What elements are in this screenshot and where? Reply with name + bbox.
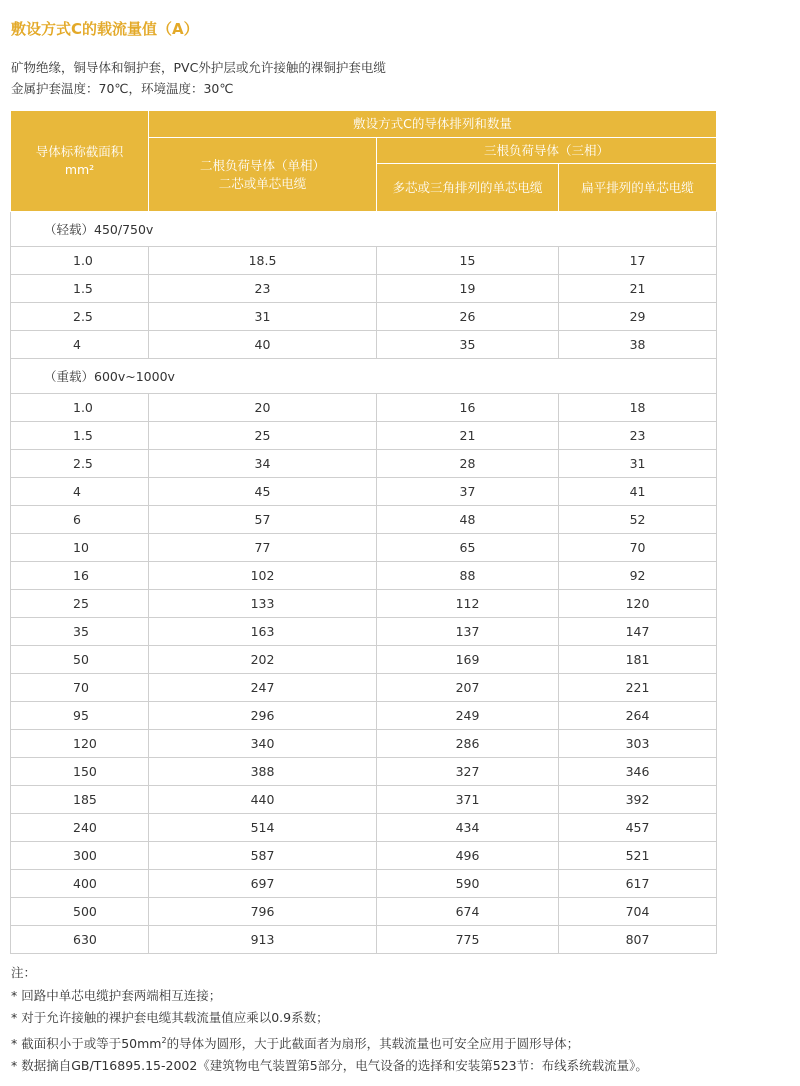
table-row <box>11 303 717 331</box>
cell-cross-section: 1.0 <box>11 247 149 275</box>
cell-two-conductors: 296 <box>149 702 377 730</box>
cell-cross-section: 1.5 <box>11 275 149 303</box>
cell-cross-section: 50 <box>11 646 149 674</box>
page-title: 敷设方式C的载流量值（A） <box>11 20 199 38</box>
cell-trefoil: 19 <box>377 275 559 303</box>
table-row <box>11 562 717 590</box>
cell-cross-section: 16 <box>11 562 149 590</box>
cell-flat: 807 <box>559 926 717 954</box>
header-trefoil: 多芯或三角排列的单芯电缆 <box>377 164 559 212</box>
notes <box>11 962 648 1078</box>
table-row <box>11 394 717 422</box>
cell-trefoil: 15 <box>377 247 559 275</box>
cell-flat: 120 <box>559 590 717 618</box>
table-row <box>11 590 717 618</box>
cell-cross-section: 150 <box>11 758 149 786</box>
header-two-conductors <box>149 138 377 212</box>
cell-cross-section: 4 <box>11 478 149 506</box>
table-row <box>11 331 717 359</box>
cell-trefoil: 371 <box>377 786 559 814</box>
cell-cross-section: 500 <box>11 898 149 926</box>
cell-cross-section: 35 <box>11 618 149 646</box>
cell-trefoil: 434 <box>377 814 559 842</box>
cell-cross-section: 300 <box>11 842 149 870</box>
cell-trefoil: 674 <box>377 898 559 926</box>
cell-trefoil: 327 <box>377 758 559 786</box>
cell-two-conductors: 25 <box>149 422 377 450</box>
cell-cross-section: 400 <box>11 870 149 898</box>
table-row <box>11 898 717 926</box>
cell-cross-section: 10 <box>11 534 149 562</box>
table-row <box>11 646 717 674</box>
note-item <box>11 1030 648 1056</box>
cell-two-conductors: 133 <box>149 590 377 618</box>
cell-two-conductors: 34 <box>149 450 377 478</box>
note-superscript: 2 <box>161 1035 167 1045</box>
table-row <box>11 247 717 275</box>
cell-cross-section: 630 <box>11 926 149 954</box>
table-row <box>11 814 717 842</box>
cell-cross-section: 120 <box>11 730 149 758</box>
intro-line-cable-type: 矿物绝缘，铜导体和铜护套，PVC外护层或允许接触的裸铜护套电缆 <box>11 60 386 75</box>
cell-two-conductors: 340 <box>149 730 377 758</box>
cell-trefoil: 775 <box>377 926 559 954</box>
cell-flat: 29 <box>559 303 717 331</box>
cell-two-conductors: 587 <box>149 842 377 870</box>
cell-flat: 521 <box>559 842 717 870</box>
header-two-conductors-line2: 二芯或单芯电缆 <box>218 175 307 191</box>
cell-two-conductors: 913 <box>149 926 377 954</box>
cell-cross-section: 1.0 <box>11 394 149 422</box>
header-arrangement-group: 敷设方式C的导体排列和数量 <box>149 111 717 138</box>
header-flat: 扁平排列的单芯电缆 <box>559 164 717 212</box>
cell-two-conductors: 20 <box>149 394 377 422</box>
table-row <box>11 478 717 506</box>
cell-flat: 70 <box>559 534 717 562</box>
table-row <box>11 758 717 786</box>
cell-cross-section: 6 <box>11 506 149 534</box>
cell-trefoil: 48 <box>377 506 559 534</box>
table-row <box>11 926 717 954</box>
cell-flat: 181 <box>559 646 717 674</box>
cell-trefoil: 35 <box>377 331 559 359</box>
note-item: * 对于允许接触的裸护套电缆其载流量值应乘以0.9系数； <box>11 1010 329 1025</box>
cell-flat: 38 <box>559 331 717 359</box>
cell-two-conductors: 514 <box>149 814 377 842</box>
cell-two-conductors: 77 <box>149 534 377 562</box>
note-text: 的导体为圆形，大于此截面者为扇形，其载流量也可安全应用于圆形导体； <box>166 1035 580 1051</box>
cell-cross-section: 1.5 <box>11 422 149 450</box>
cell-cross-section: 240 <box>11 814 149 842</box>
table-row <box>11 786 717 814</box>
cell-cross-section: 185 <box>11 786 149 814</box>
table-row <box>11 730 717 758</box>
header-three-conductors: 三根负荷导体（三相） <box>377 138 717 164</box>
cell-flat: 303 <box>559 730 717 758</box>
cell-flat: 41 <box>559 478 717 506</box>
cell-trefoil: 65 <box>377 534 559 562</box>
cell-two-conductors: 57 <box>149 506 377 534</box>
cell-cross-section: 2.5 <box>11 303 149 331</box>
cell-trefoil: 137 <box>377 618 559 646</box>
cell-two-conductors: 796 <box>149 898 377 926</box>
cell-flat: 457 <box>559 814 717 842</box>
cell-flat: 346 <box>559 758 717 786</box>
note-item: * 数据摘自GB/T16895.15-2002《建筑物电气装置第5部分，电气设备的选择和安装第523节：布线系统载流量》。 <box>11 1058 648 1074</box>
cell-trefoil: 207 <box>377 674 559 702</box>
section-heavy-duty <box>11 359 717 394</box>
cell-two-conductors: 440 <box>149 786 377 814</box>
cell-two-conductors: 202 <box>149 646 377 674</box>
cell-cross-section: 25 <box>11 590 149 618</box>
section-light-duty-label: （轻载）450/750v <box>11 212 717 247</box>
table-row <box>11 702 717 730</box>
cell-flat: 221 <box>559 674 717 702</box>
cell-flat: 392 <box>559 786 717 814</box>
cell-trefoil: 249 <box>377 702 559 730</box>
table-row <box>11 674 717 702</box>
header-cross-section <box>11 111 149 212</box>
cell-flat: 23 <box>559 422 717 450</box>
cell-flat: 92 <box>559 562 717 590</box>
cell-cross-section: 2.5 <box>11 450 149 478</box>
cell-cross-section: 95 <box>11 702 149 730</box>
notes-heading: 注： <box>11 965 37 980</box>
cell-trefoil: 37 <box>377 478 559 506</box>
cell-flat: 21 <box>559 275 717 303</box>
header-cross-section-unit: mm² <box>64 162 95 177</box>
header-two-conductors-line1: 二根负荷导体（单相） <box>199 157 325 173</box>
intro-line-temperature: 金属护套温度：70℃，环境温度：30℃ <box>11 81 234 96</box>
cell-flat: 17 <box>559 247 717 275</box>
cell-trefoil: 21 <box>377 422 559 450</box>
cell-trefoil: 112 <box>377 590 559 618</box>
note-text: * 截面积小于或等于50mm <box>11 1035 162 1051</box>
cell-two-conductors: 697 <box>149 870 377 898</box>
cell-trefoil: 590 <box>377 870 559 898</box>
table-row <box>11 422 717 450</box>
cell-two-conductors: 45 <box>149 478 377 506</box>
cell-flat: 617 <box>559 870 717 898</box>
cell-flat: 704 <box>559 898 717 926</box>
cell-two-conductors: 247 <box>149 674 377 702</box>
cell-two-conductors: 18.5 <box>149 247 377 275</box>
cell-two-conductors: 31 <box>149 303 377 331</box>
cell-trefoil: 169 <box>377 646 559 674</box>
cell-cross-section: 4 <box>11 331 149 359</box>
table-row <box>11 506 717 534</box>
section-heavy-duty-label: （重载）600v~1000v <box>11 359 717 394</box>
cell-two-conductors: 40 <box>149 331 377 359</box>
table-row <box>11 842 717 870</box>
intro <box>11 57 386 99</box>
table-row <box>11 870 717 898</box>
cell-flat: 52 <box>559 506 717 534</box>
cell-two-conductors: 163 <box>149 618 377 646</box>
section-light-duty <box>11 212 717 247</box>
cell-flat: 18 <box>559 394 717 422</box>
cell-trefoil: 496 <box>377 842 559 870</box>
cell-trefoil: 26 <box>377 303 559 331</box>
cell-trefoil: 88 <box>377 562 559 590</box>
cell-two-conductors: 102 <box>149 562 377 590</box>
table-row <box>11 450 717 478</box>
cell-cross-section: 70 <box>11 674 149 702</box>
cell-trefoil: 28 <box>377 450 559 478</box>
ampacity-table <box>10 110 717 954</box>
table-row <box>11 275 717 303</box>
note-item: * 回路中单芯电缆护套两端相互连接； <box>11 987 222 1003</box>
cell-trefoil: 16 <box>377 394 559 422</box>
cell-flat: 147 <box>559 618 717 646</box>
cell-two-conductors: 23 <box>149 275 377 303</box>
table-row <box>11 534 717 562</box>
cell-two-conductors: 388 <box>149 758 377 786</box>
cell-trefoil: 286 <box>377 730 559 758</box>
cell-flat: 31 <box>559 450 717 478</box>
header-cross-section-label: 导体标称截面积 <box>35 144 124 159</box>
table-row <box>11 618 717 646</box>
cell-flat: 264 <box>559 702 717 730</box>
